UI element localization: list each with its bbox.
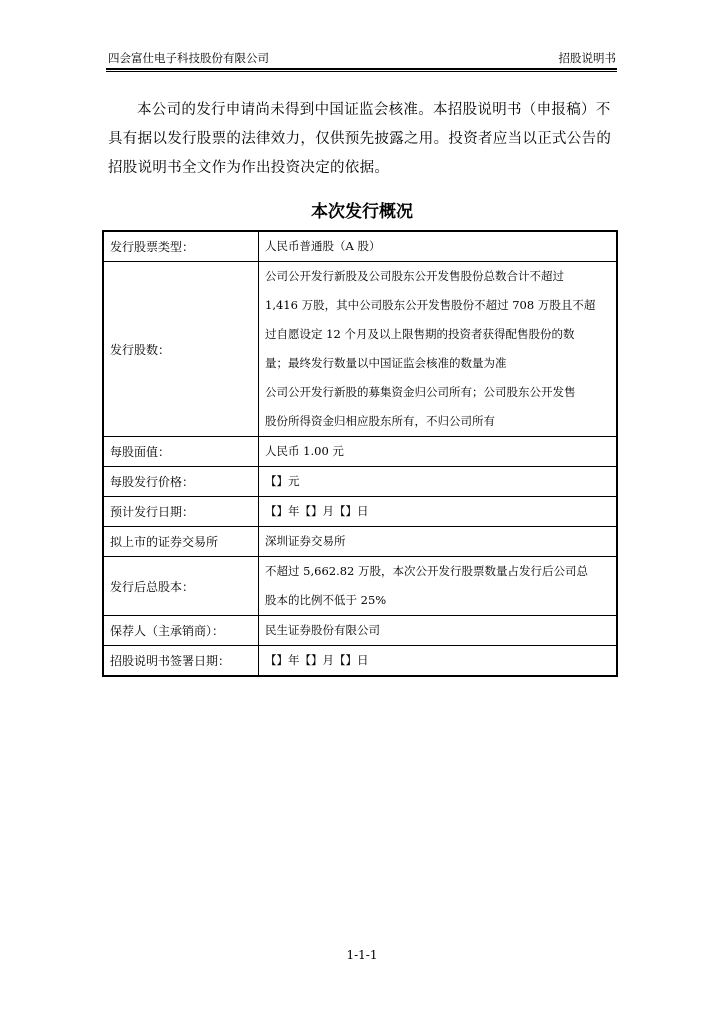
value-line: 量；最终发行数量以中国证监会核准的数量为准 (265, 356, 507, 370)
value-line: 【】年【】月【】日 (265, 504, 369, 518)
table-row (103, 646, 617, 677)
row-value (259, 527, 618, 557)
header-company-name: 四会富仕电子科技股份有限公司 (108, 51, 269, 65)
row-label: 每股发行价格： (103, 467, 259, 497)
table-row (103, 467, 617, 497)
value-line: 人民币 1.00 元 (265, 444, 344, 458)
row-value (259, 646, 618, 677)
table-row (103, 557, 617, 616)
table-row (103, 231, 617, 262)
table-row (103, 497, 617, 527)
value-line: 【】年【】月【】日 (265, 653, 369, 667)
header-document-type: 招股说明书 (558, 51, 616, 65)
row-value (259, 231, 618, 262)
value-line: 深圳证券交易所 (265, 534, 346, 548)
row-label: 拟上市的证券交易所 (103, 527, 259, 557)
value-line: 1,416 万股，其中公司股东公开发售股份不超过 708 万股且不超 (265, 298, 596, 312)
value-line: 公司公开发行新股的募集资金归公司所有；公司股东公开发售 (265, 385, 576, 399)
offering-overview-table (102, 230, 618, 677)
row-label: 招股说明书签署日期： (103, 646, 259, 677)
row-value (259, 467, 618, 497)
table-row (103, 527, 617, 557)
value-line: 不超过 5,662.82 万股，本次公开发行股票数量占发行后公司总 (265, 564, 589, 578)
page-number: 1-1-1 (346, 948, 378, 962)
table-row (103, 262, 617, 437)
header-rule-thin (106, 71, 617, 72)
value-line: 股本的比例不低于 25% (265, 593, 387, 607)
value-line: 【】元 (265, 474, 300, 488)
table-row (103, 437, 617, 467)
row-value (259, 616, 618, 646)
row-label: 保荐人（主承销商）： (103, 616, 259, 646)
header-rule (106, 68, 617, 70)
value-line: 民生证券股份有限公司 (265, 623, 380, 637)
table-row (103, 616, 617, 646)
row-value (259, 497, 618, 527)
row-label: 发行股数： (103, 262, 259, 437)
row-label: 发行股票类型： (103, 231, 259, 262)
row-label: 预计发行日期： (103, 497, 259, 527)
row-value (259, 437, 618, 467)
value-line: 人民币普通股（A 股） (265, 239, 381, 253)
row-value (259, 557, 618, 616)
page-header (108, 50, 616, 66)
value-line: 过自愿设定 12 个月及以上限售期的投资者获得配售股份的数 (265, 327, 575, 341)
row-value (259, 262, 618, 437)
value-line: 股份所得资金归相应股东所有，不归公司所有 (265, 414, 495, 428)
row-label: 每股面值： (103, 437, 259, 467)
disclaimer-paragraph: 本公司的发行申请尚未得到中国证监会核准。本招股说明书（申报稿）不具有据以发行股票的法律效力，仅供预先披露之用。投资者应当以正式公告的招股说明书全文作为作出投资决定的依据。 (108, 102, 612, 176)
section-title: 本次发行概况 (311, 202, 413, 222)
row-label: 发行后总股本： (103, 557, 259, 616)
value-line: 公司公开发行新股及公司股东公开发售股份总数合计不超过 (265, 269, 564, 283)
